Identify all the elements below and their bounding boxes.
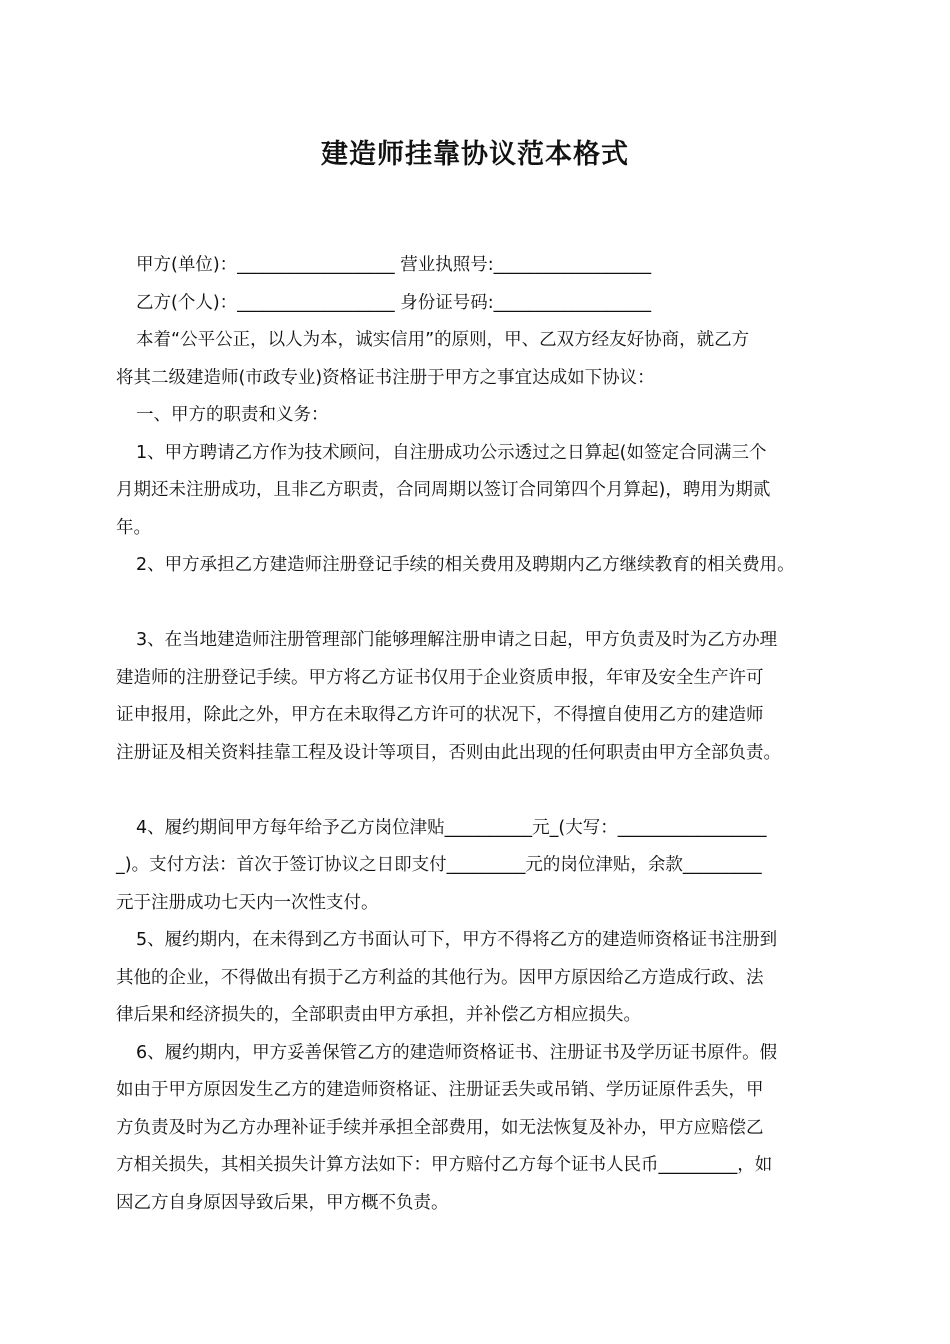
clause-4-line-1: 4、履约期间甲方每年给予乙方岗位津贴__________元_(大写：_________________	[136, 817, 767, 838]
clause-6-line-4: 方相关损失，其相关损失计算方法如下：甲方赔付乙方每个证书人民币_________，如	[116, 1155, 773, 1175]
party-b-line: 乙方(个人)：__________________ 身份证号码:__________________	[136, 292, 652, 313]
clause-6-line-3: 方负责及时为乙方办理补证手续并承担全部费用，如无法恢复及补办，甲方应赔偿乙	[116, 1117, 764, 1138]
clause-1-line-2: 月期还未注册成功，且非乙方职责，合同周期以签订合同第四个月算起)，聘用为期贰	[116, 480, 771, 500]
party-a-line: 甲方(单位)：__________________ 营业执照号:__________________	[136, 255, 652, 275]
clause-5-line-1: 5、履约期内，在未得到乙方书面认可下，甲方不得将乙方的建造师资格证书注册到	[136, 930, 778, 950]
clause-4-line-3: 元于注册成功七天内一次性支付。	[116, 892, 379, 913]
clause-6-line-5: 因乙方自身原因导致后果，甲方概不负责。	[116, 1192, 449, 1213]
document-body	[116, 247, 840, 1222]
clause-3-line-3: 证申报用，除此之外，甲方在未取得乙方许可的状况下，不得擅自使用乙方的建造师	[116, 705, 764, 725]
section-heading: 一、甲方的职责和义务：	[136, 405, 329, 425]
clause-3-line-4: 注册证及相关资料挂靠工程及设计等项目，否则由此出现的任何职责由甲方全部负责。	[116, 742, 781, 763]
clause-4-line-2: _)。支付方法：首次于签订协议之日即支付_________元的岗位津贴，余款_________	[116, 855, 762, 875]
clause-6-line-1: 6、履约期内，甲方妥善保管乙方的建造师资格证书、注册证书及学历证书原件。假	[136, 1042, 778, 1063]
clause-2-line-1: 2、甲方承担乙方建造师注册登记手续的相关费用及聘期内乙方继续教育的相关费用。	[136, 555, 795, 575]
preamble-line-1: 本着“公平公正，以人为本，诚实信用”的原则，甲、乙双方经友好协商，就乙方	[136, 330, 750, 350]
clause-1-line-1: 1、甲方聘请乙方作为技术顾问，自注册成功公示透过之日算起(如签定合同满三个	[136, 442, 767, 463]
paragraph-gap	[116, 772, 840, 810]
paragraph-gap	[116, 585, 840, 623]
clause-6-line-2: 如由于甲方原因发生乙方的建造师资格证、注册证丢失或吊销、学历证原件丢失，甲	[116, 1080, 764, 1100]
clause-5-line-2: 其他的企业，不得做出有损于乙方利益的其他行为。因甲方原因给乙方造成行政、法	[116, 967, 764, 988]
clause-3-line-1: 3、在当地建造师注册管理部门能够理解注册申请之日起，甲方负责及时为乙方办理	[136, 630, 778, 650]
preamble-line-2: 将其二级建造师(市政专业)资格证书注册于甲方之事宜达成如下协议：	[116, 367, 655, 388]
clause-1-line-3: 年。	[116, 517, 151, 538]
clause-3-line-2: 建造师的注册登记手续。甲方将乙方证书仅用于企业资质申报，年审及安全生产许可	[116, 667, 764, 688]
clause-5-line-3: 律后果和经济损失的，全部职责由甲方承担，并补偿乙方相应损失。	[116, 1005, 641, 1025]
document-title: 建造师挂靠协议范本格式	[321, 139, 629, 170]
